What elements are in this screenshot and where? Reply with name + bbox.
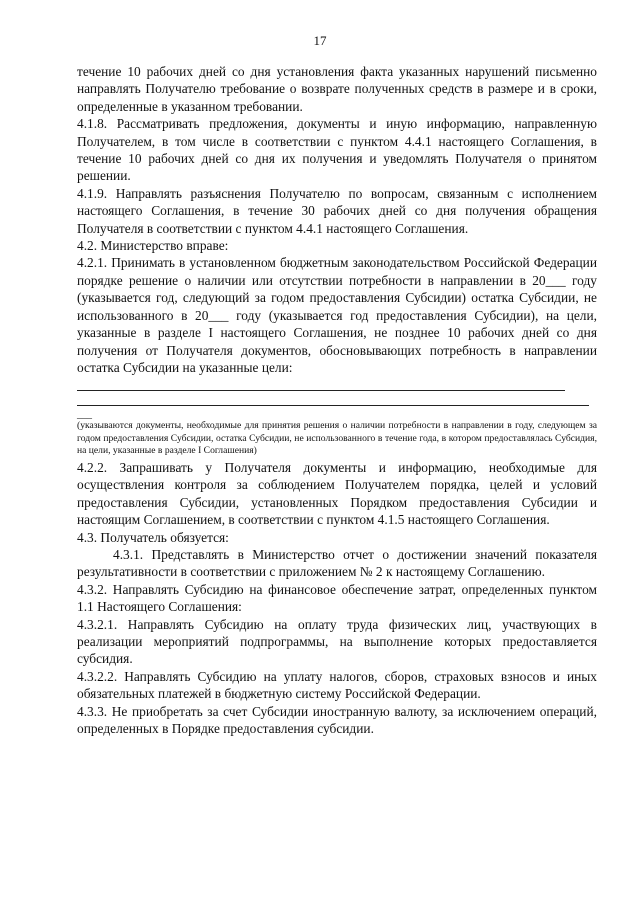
paragraph-4-2-2: 4.2.2. Запрашивать у Получателя документы и информацию, необходимые для осуществления контроля за соблюдением Получателем порядка, целей и условий предоставления Субсидии, установленных Порядком предоставления Субсидии и настоящим Соглашением, в соответствии с пунктом 4.1.5 настоящего Соглашения. [77, 459, 597, 528]
page-number: 17 [313, 33, 327, 48]
paragraph-continuation: течение 10 рабочих дней со дня установления факта указанных нарушений письменно направлять Получателю требование о возврате полученных средств в размере и в сроки, определенные в указанном требовании. [77, 64, 597, 114]
paragraph-4-1-9: 4.1.9. Направлять разъяснения Получателю по вопросам, связанным с исполнением настоящего Соглашения, в течение 30 рабочих дней со дня получения обращения Получателя в соответствии с пунктом 4.4.1 настоящего Соглашения. [77, 185, 597, 236]
paragraph-4-3-1: 4.3.1. Представлять в Министерство отчет о достижении значений показателя результативности в соответствии с приложением № 2 к настоящему Соглашению. [77, 546, 597, 580]
paragraph-4-1-8: 4.1.8. Рассматривать предложения, документы и иную информацию, направленную Получателем, в том числе в соответствии с пунктом 4.4.1 настоящего Соглашения, в течение 10 рабочих дней со дня их получения и уведомлять Получателя о принятом решении. [77, 116, 597, 184]
fill-in-line [77, 376, 565, 391]
paragraph-4-3-3: 4.3.3. Не приобретать за счет Субсидии иностранную валюту, за исключением операций, определенных в Порядке предоставления субсидии. [77, 703, 597, 737]
paragraph-4-3-2: 4.3.2. Направлять Субсидию на финансовое обеспечение затрат, определенных пунктом 1.1 Настоящего Соглашения: [77, 581, 597, 615]
fill-in-dash: ___ [77, 409, 92, 421]
fill-in-line [77, 391, 589, 406]
footnote: (указываются документы, необходимые для принятия решения о наличии потребности в направлении в году, следующем за годом предоставления Субсидии, остатка Субсидии, не использованного в течение года, в котором предоставлялась Субсидия, на цели, указанные в разделе I Соглашения) [77, 420, 597, 456]
document-body [77, 63, 597, 737]
paragraph-4-3-2-2: 4.3.2.2. Направлять Субсидию на уплату налогов, сборов, страховых взносов и иных обязательных платежей в бюджетную систему Российской Федерации. [77, 668, 597, 702]
paragraph-4-3: 4.3. Получатель обязуется: [77, 529, 229, 545]
paragraph-4-3-2-1: 4.3.2.1. Направлять Субсидию на оплату труда физических лиц, участвующих в реализации мероприятий подпрограммы, на выполнение которых предоставляется субсидия. [77, 616, 597, 667]
paragraph-4-2-1: 4.2.1. Принимать в установленном бюджетным законодательством Российской Федерации порядке решение о наличии или отсутствии потребности в направлении в 20___ году (указывается год, следующий за годом предоставления Субсидии) остатка Субсидии, не использованного в 20___ году (указывается год предоставления Субсидии), на цели, указанные в разделе I настоящего Соглашения, не позднее 10 рабочих дней со дня получения от Получателя документов, обосновывающих потребность в направлении остатка Субсидии на указанные цели: [77, 255, 597, 375]
paragraph-4-2: 4.2. Министерство вправе: [77, 238, 229, 254]
